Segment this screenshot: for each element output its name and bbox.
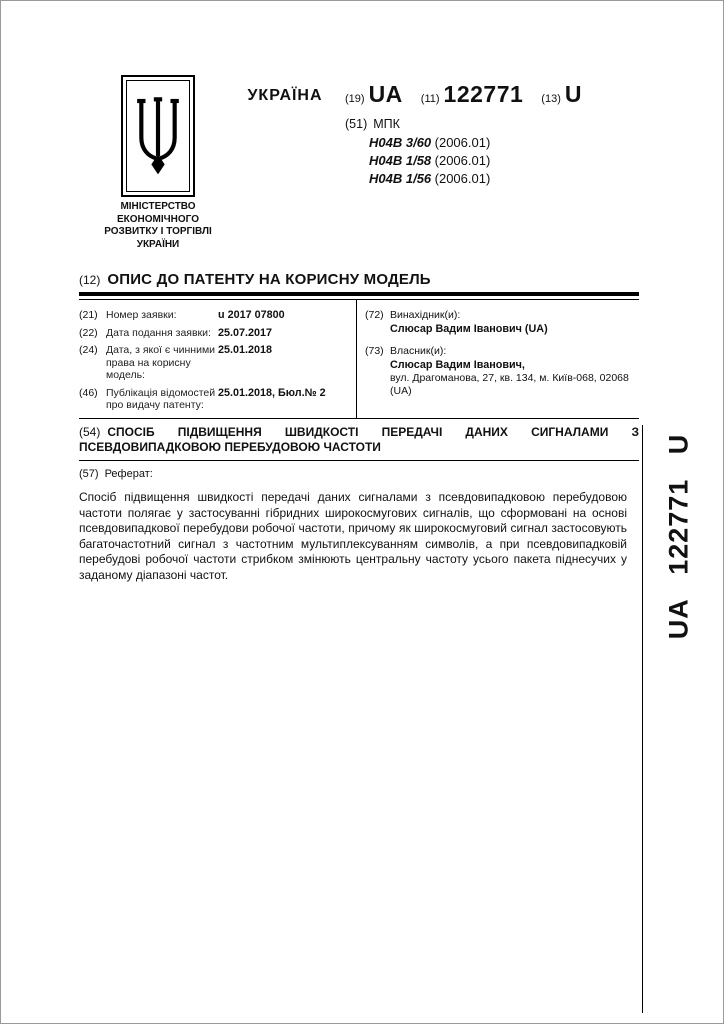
publication-codes xyxy=(345,81,582,108)
sidebar-patent-code xyxy=(643,431,715,641)
code-19-value: UA xyxy=(368,81,403,107)
trident-emblem-icon xyxy=(133,84,183,188)
thick-rule xyxy=(79,292,639,296)
ipc-section xyxy=(345,117,490,188)
code-13-value: U xyxy=(564,81,582,107)
ipc-heading xyxy=(345,117,490,131)
ipc-entry xyxy=(369,152,490,170)
abstract-section xyxy=(79,468,627,583)
field-value: 25.01.2018, Бюл.№ 2 xyxy=(218,386,326,399)
ipc-entry xyxy=(369,170,490,188)
abstract-num: (57) xyxy=(79,468,99,480)
biblio-row-application-number xyxy=(79,309,356,322)
title-num: (54) xyxy=(79,425,101,439)
field-num: (46) xyxy=(79,386,98,399)
doc-type-num: (12) xyxy=(79,273,101,287)
field-num: (73) xyxy=(365,345,384,357)
ministry-line: МІНІСТЕРСТВО xyxy=(120,201,196,212)
field-num: (22) xyxy=(79,326,98,339)
emblem-box xyxy=(121,75,195,197)
owner-name: Слюсар Вадим Іванович, xyxy=(390,359,525,371)
abstract-heading xyxy=(79,468,627,480)
ipc-version: (2006.01) xyxy=(434,171,491,186)
field-label: Публікація відомостей про видачу патенту: xyxy=(106,386,216,411)
code-13-label: (13) xyxy=(541,93,561,105)
doc-type-title: ОПИС ДО ПАТЕНТУ НА КОРИСНУ МОДЕЛЬ xyxy=(107,271,431,288)
ipc-num: (51) xyxy=(345,117,368,131)
patent-number: 122771 xyxy=(443,81,524,107)
ipc-label: МПК xyxy=(373,117,400,131)
code-11-label: (11) xyxy=(420,93,440,105)
bibliographic-section xyxy=(79,300,639,419)
ministry-name xyxy=(85,201,231,251)
country-name: УКРАЇНА xyxy=(247,87,323,104)
document-type-heading xyxy=(79,271,431,288)
ipc-code: H04B 3/60 xyxy=(369,135,432,150)
abstract-text: Спосіб підвищення швидкості передачі даних сигналами з псевдовипадковою перебудовою частоти полягає у застосуванні гібридних широкосмугових сигналів, що сформовані на основі псевдовипадкової перебудови робочої частоти, причому як широкосмуговий сигнал застосовують багаточастотний сигнал з частотним мультиплексуванням символів, а при псевдовипадковій перебудові робочої частоти стрибком змінюють центральну частоту усього пакета піднесучих у заданому діапазоні частот. xyxy=(79,490,627,582)
emblem-frame xyxy=(126,80,190,192)
ipc-version: (2006.01) xyxy=(434,153,491,168)
code-19-label: (19) xyxy=(345,93,365,105)
title-rule xyxy=(79,460,639,461)
field-value: 25.07.2017 xyxy=(218,326,273,339)
ministry-line: УКРАЇНИ xyxy=(136,238,180,250)
title-text: СПОСІБ ПІДВИЩЕННЯ ШВИДКОСТІ ПЕРЕДАЧІ ДАНИХ СИГНАЛАМИ З ПСЕВДОВИПАДКОВОЮ ПЕРЕБУДОВОЮ ЧАСТОТИ xyxy=(79,425,639,454)
field-label: Власник(и): xyxy=(390,345,447,357)
field-value: u 2017 07800 xyxy=(218,309,285,321)
ipc-version: (2006.01) xyxy=(434,135,491,150)
ministry-line: РОЗВИТКУ І ТОРГІВЛІ xyxy=(104,226,212,237)
biblio-right-column xyxy=(356,300,639,418)
ipc-entries xyxy=(369,134,490,188)
field-label: Дата, з якої є чинними права на корисну модель: xyxy=(106,344,216,381)
field-label: Номер заявки: xyxy=(106,309,177,321)
ipc-entry xyxy=(369,134,490,152)
field-value: 25.01.2018 xyxy=(218,344,273,356)
ipc-code: H04B 1/58 xyxy=(369,153,432,168)
biblio-row-publication xyxy=(79,387,356,412)
biblio-row-owner xyxy=(365,345,639,398)
biblio-left-column xyxy=(79,300,356,418)
field-num: (21) xyxy=(79,309,98,321)
biblio-row-filing-date xyxy=(79,327,356,340)
field-num: (24) xyxy=(79,344,98,356)
field-label: Винахідник(и): xyxy=(390,309,461,321)
abstract-label: Реферат: xyxy=(104,468,153,480)
owner-address: вул. Драгоманова, 27, кв. 134, м. Київ-068, 02068 (UA) xyxy=(390,372,629,397)
ipc-code: H04B 1/56 xyxy=(369,171,432,186)
field-label: Дата подання заявки: xyxy=(106,326,211,339)
biblio-row-effective-date xyxy=(79,344,356,382)
invention-title xyxy=(79,425,639,455)
field-num: (72) xyxy=(365,309,384,321)
biblio-row-inventor xyxy=(365,309,639,336)
ministry-line: ЕКОНОМІЧНОГО xyxy=(116,213,199,225)
sidebar-code-text: UA 122771 U xyxy=(663,433,694,639)
inventor-name: Слюсар Вадим Іванович (UA) xyxy=(390,323,548,335)
